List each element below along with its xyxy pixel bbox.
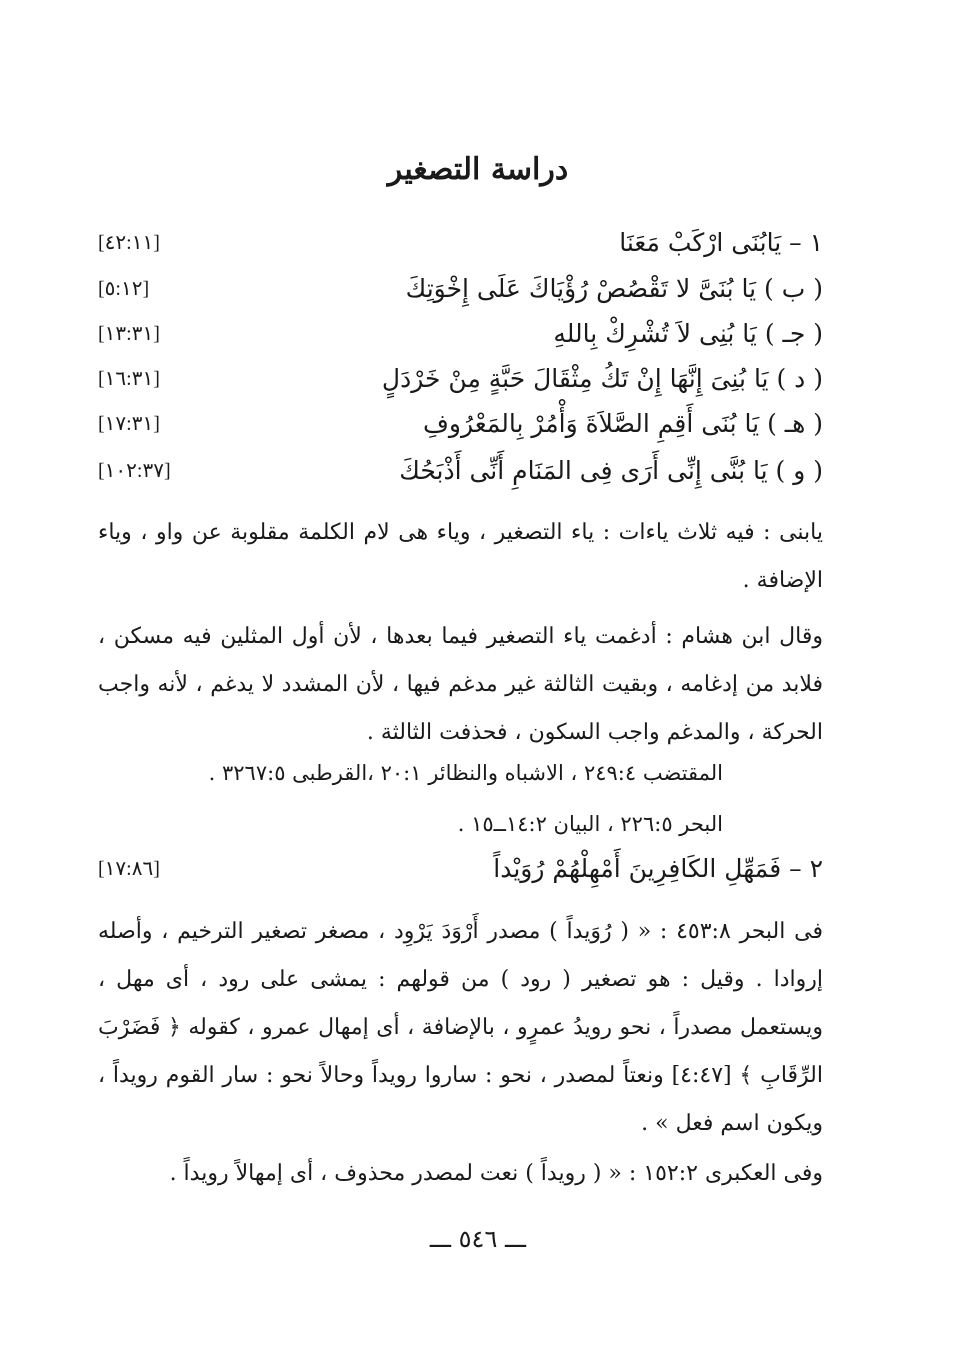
verse-reference: [٤٢:١١] xyxy=(98,231,160,254)
verse-line xyxy=(98,358,823,398)
page-number: ـــ ٥٤٦ ـــ xyxy=(429,1225,527,1253)
source-citation: البحر ٢٢٦:٥ ، البيان ١٤:٢ــ١٥ . xyxy=(457,812,723,836)
verse-line xyxy=(98,848,823,888)
verse-text: ( د ) يَا بُنِىَ إِنَّهَا إِنْ تَكُ مِثْقَالَ حَبَّةٍ مِنْ خَرْدَلٍ xyxy=(381,363,823,393)
verse-line xyxy=(98,313,823,353)
verse-reference: [٥:١٢] xyxy=(98,277,150,300)
verse-reference: [١٧:٨٦] xyxy=(98,857,160,880)
verse-text: ( ب ) يَا بُنَىَّ لا تَقْصُصْ رُؤْيَاكَ عَلَى إِخْوَتِكَ xyxy=(405,273,823,303)
verse-line xyxy=(98,222,823,262)
paragraph-ya-bunayya: يابنى : فيه ثلاث ياءات : ياء التصغير ، وياء هى لام الكلمة مقلوبة عن واو ، وياء الإضافة . xyxy=(98,520,823,593)
verse-line xyxy=(98,450,823,490)
source-citation: المقتضب ٢٤٩:٤ ، الاشباه والنظائر ٢٠:١ ،القرطبى ٣٢٦٧:٥ . xyxy=(208,761,723,785)
verse-reference: [١٦:٣١] xyxy=(98,367,160,390)
verse-text: ( و ) يَا بُنَّى إِنِّى أَرَى فِى المَنَامِ أَنِّى أَذْبَحُكَ xyxy=(399,455,823,485)
verse-text: ١ – يَابُنَى ارْكَبْ مَعَنَا xyxy=(619,227,823,257)
verse-reference: [١٣:٣١] xyxy=(98,322,160,345)
paragraph-al-bahr: فى البحر ٤٥٣:٨ : « ( رُوَيداً ) مصدر أَرْوَدَ يَرْوِد ، مصغر تصغير الترخيم ، وأصله إروادا . وقيل : هو تصغير ( رود ) من قولهم : يمشى على رود ، أى مهل ، ويستعمل مصدراً ، نحو رويدُ عمرٍو ، بالإضافة ، أى إمهال عمرو ، كقوله ﴿ فَضَرْبَ الرِّقَابِ ﴾ [٤:٤٧] ونعتاً لمصدر ، نحو : ساروا رويداً وحالاً نحو : سار القوم رويداً ، ويكون اسم فعل » . xyxy=(98,919,823,1136)
verse-text: ( هـ ) يَا بُنَى أَقِمِ الصَّلاَةَ وَأْمُرْ بِالمَعْرُوفِ xyxy=(423,408,823,438)
paragraph-al-ukbari: وفى العكبرى ١٥٢:٢ : « ( رويداً ) نعت لمصدر محذوف ، أى إمهالاً رويداً . xyxy=(169,1161,823,1186)
verse-line xyxy=(98,403,823,443)
verse-text: ٢ – فَمَهِّلِ الكَافِرِينَ أَمْهِلْهُمْ رُوَيْداً xyxy=(493,853,823,883)
verse-line xyxy=(98,268,823,308)
verse-text: ( جـ ) يَا بُنِى لاَ تُشْرِكْ بِاللهِ xyxy=(553,318,823,348)
page-title: دراسة التصغير xyxy=(387,152,569,187)
verse-reference: [١٧:٣١] xyxy=(98,412,160,435)
verse-reference: [١٠٢:٣٧] xyxy=(98,459,171,482)
paragraph-ibn-hisham: وقال ابن هشام : أدغمت ياء التصغير فيما بعدها ، لأن أول المثلين فيه مسكن ، فلابد من إدغامه ، وبقيت الثالثة غير مدغم فيها ، لأن المشدد لا يدغم ، لأنه واجب الحركة ، والمدغم واجب السكون ، فحذفت الثالثة . xyxy=(98,624,823,745)
